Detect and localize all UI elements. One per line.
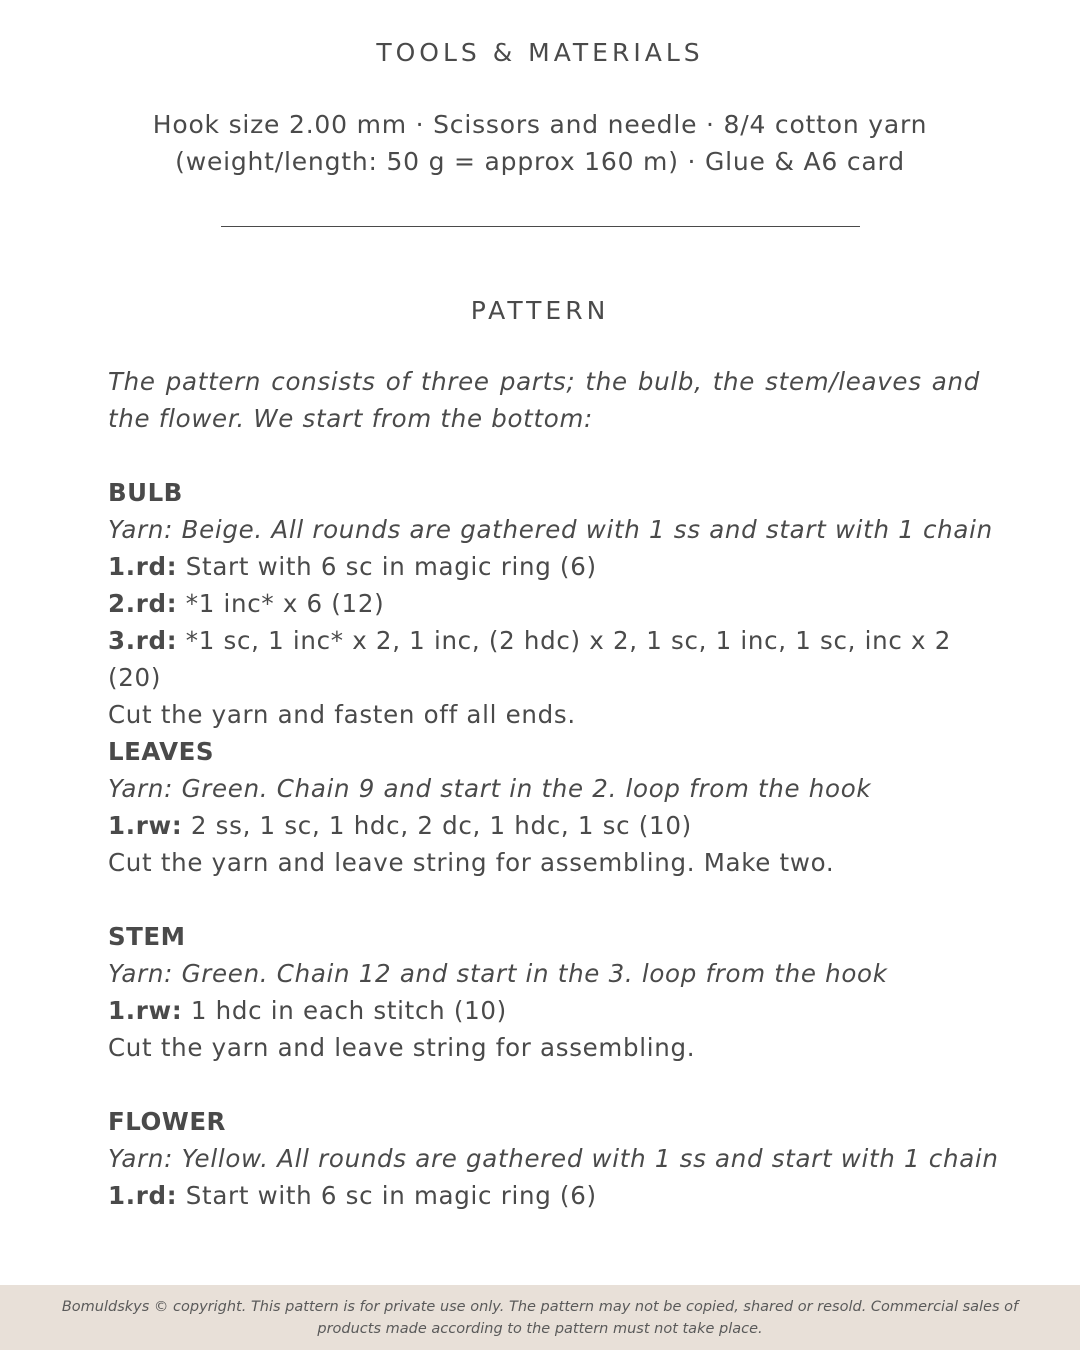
bulb-row xyxy=(108,548,1008,585)
row-text: 1 hdc in each stitch (10) xyxy=(182,996,507,1025)
leaves-heading: LEAVES xyxy=(108,737,214,766)
copyright-footer xyxy=(0,1285,1080,1350)
tools-line-2: (weight/length: 50 g = approx 160 m) · Glue & A6 card xyxy=(175,147,905,176)
bulb-heading: BULB xyxy=(108,478,183,507)
tools-materials-text xyxy=(0,106,1080,180)
bulb-section xyxy=(108,474,1008,733)
stem-heading: STEM xyxy=(108,922,186,951)
row-label: 1.rd: xyxy=(108,552,178,581)
copyright-text: Bomuldskys © copyright. This pattern is for private use only. The pattern may not be copied, shared or resold. Commercial sales of products made according to the pattern must not take place. xyxy=(61,1299,1019,1337)
stem-yarn-note: Yarn: Green. Chain 12 and start in the 3. loop from the hook xyxy=(108,959,888,988)
flower-yarn-note: Yarn: Yellow. All rounds are gathered with 1 ss and start with 1 chain xyxy=(108,1144,999,1173)
tools-materials-title: TOOLS & MATERIALS xyxy=(376,38,704,67)
tools-line-1: Hook size 2.00 mm · Scissors and needle · 8/4 cotton yarn xyxy=(152,110,928,139)
leaves-section xyxy=(108,733,1008,881)
pattern-intro: The pattern consists of three parts; the bulb, the stem/leaves and the flower. We start from the bottom: xyxy=(108,367,980,433)
row-text: 2 ss, 1 sc, 1 hdc, 2 dc, 1 hdc, 1 sc (10) xyxy=(182,811,692,840)
row-label: 1.rw: xyxy=(108,811,183,840)
pattern-title: PATTERN xyxy=(470,296,610,325)
row-label: 3.rd: xyxy=(108,626,178,655)
leaves-end-note: Cut the yarn and leave string for assembling. Make two. xyxy=(108,848,835,877)
bulb-row xyxy=(108,622,1008,696)
stem-end-note: Cut the yarn and leave string for assembling. xyxy=(108,1033,696,1062)
leaves-yarn-note: Yarn: Green. Chain 9 and start in the 2. loop from the hook xyxy=(108,774,872,803)
row-text: *1 sc, 1 inc* x 2, 1 inc, (2 hdc) x 2, 1 sc, 1 inc, 1 sc, inc x 2 (20) xyxy=(108,626,952,692)
flower-section xyxy=(108,1103,1008,1214)
stem-section xyxy=(108,918,1008,1066)
row-text: *1 inc* x 6 (12) xyxy=(177,589,385,618)
leaves-row xyxy=(108,807,1008,844)
flower-heading: FLOWER xyxy=(108,1107,226,1136)
row-text: Start with 6 sc in magic ring (6) xyxy=(177,552,597,581)
row-label: 1.rw: xyxy=(108,996,183,1025)
bulb-row xyxy=(108,585,1008,622)
row-label: 2.rd: xyxy=(108,589,178,618)
row-label: 1.rd: xyxy=(108,1181,178,1210)
flower-row xyxy=(108,1177,1008,1214)
section-divider xyxy=(221,226,860,227)
bulb-end-note: Cut the yarn and fasten off all ends. xyxy=(108,700,576,729)
bulb-yarn-note: Yarn: Beige. All rounds are gathered with 1 ss and start with 1 chain xyxy=(108,515,993,544)
stem-row xyxy=(108,992,1008,1029)
row-text: Start with 6 sc in magic ring (6) xyxy=(177,1181,597,1210)
